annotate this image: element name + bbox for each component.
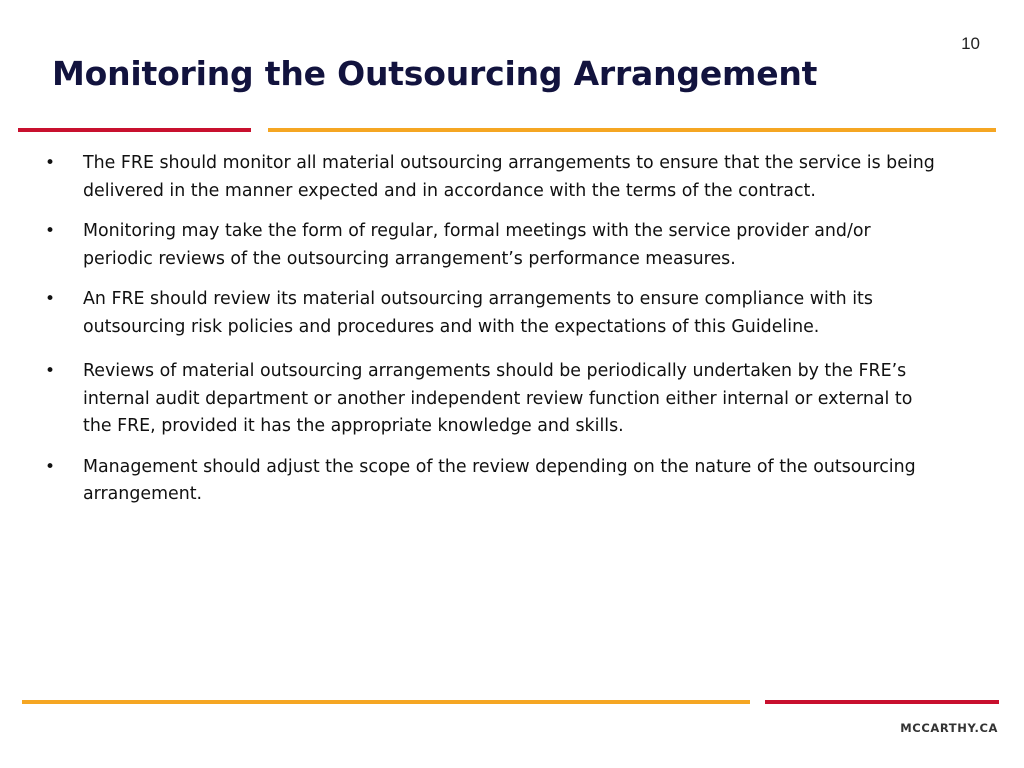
page-title: Monitoring the Outsourcing Arrangement [52, 54, 818, 93]
bullet-item [45, 358, 945, 441]
bullet-text: The FRE should monitor all material outsourcing arrangements to ensure that the service is being delivered in the manner expected and in accordance with the terms of the contract. [83, 153, 935, 201]
footer-rule-orange [22, 700, 750, 704]
bullet-list [45, 150, 945, 522]
bullet-text: Reviews of material outsourcing arrangements should be periodically undertaken by the FRE’s internal audit department or another independent review function either internal or external to the FRE, provided it has the appropriate knowledge and skills. [83, 361, 913, 436]
bullet-dot-icon: • [45, 153, 56, 173]
bullet-item [45, 286, 945, 341]
bullet-item [45, 454, 945, 509]
title-rule-red [18, 128, 251, 132]
footer-rule-red [765, 700, 999, 704]
mccarthy-logo: MCCARTHY.CA [900, 721, 998, 735]
bullet-item [45, 218, 945, 273]
bullet-text: An FRE should review its material outsourcing arrangements to ensure compliance with its outsourcing risk policies and procedures and with the expectations of this Guideline. [83, 289, 873, 337]
bullet-dot-icon: • [45, 221, 56, 241]
bullet-text: Management should adjust the scope of the review depending on the nature of the outsourcing arrangement. [83, 456, 916, 504]
bullet-text: Monitoring may take the form of regular, formal meetings with the service provider and/or periodic reviews of the outsourcing arrangement’s performance measures. [83, 221, 871, 269]
bullet-item [45, 150, 945, 205]
page-number: 10 [961, 34, 980, 53]
bullet-dot-icon: • [45, 361, 56, 381]
bullet-dot-icon: • [45, 456, 56, 477]
title-rule-orange [268, 128, 996, 132]
bullet-dot-icon: • [45, 289, 56, 309]
